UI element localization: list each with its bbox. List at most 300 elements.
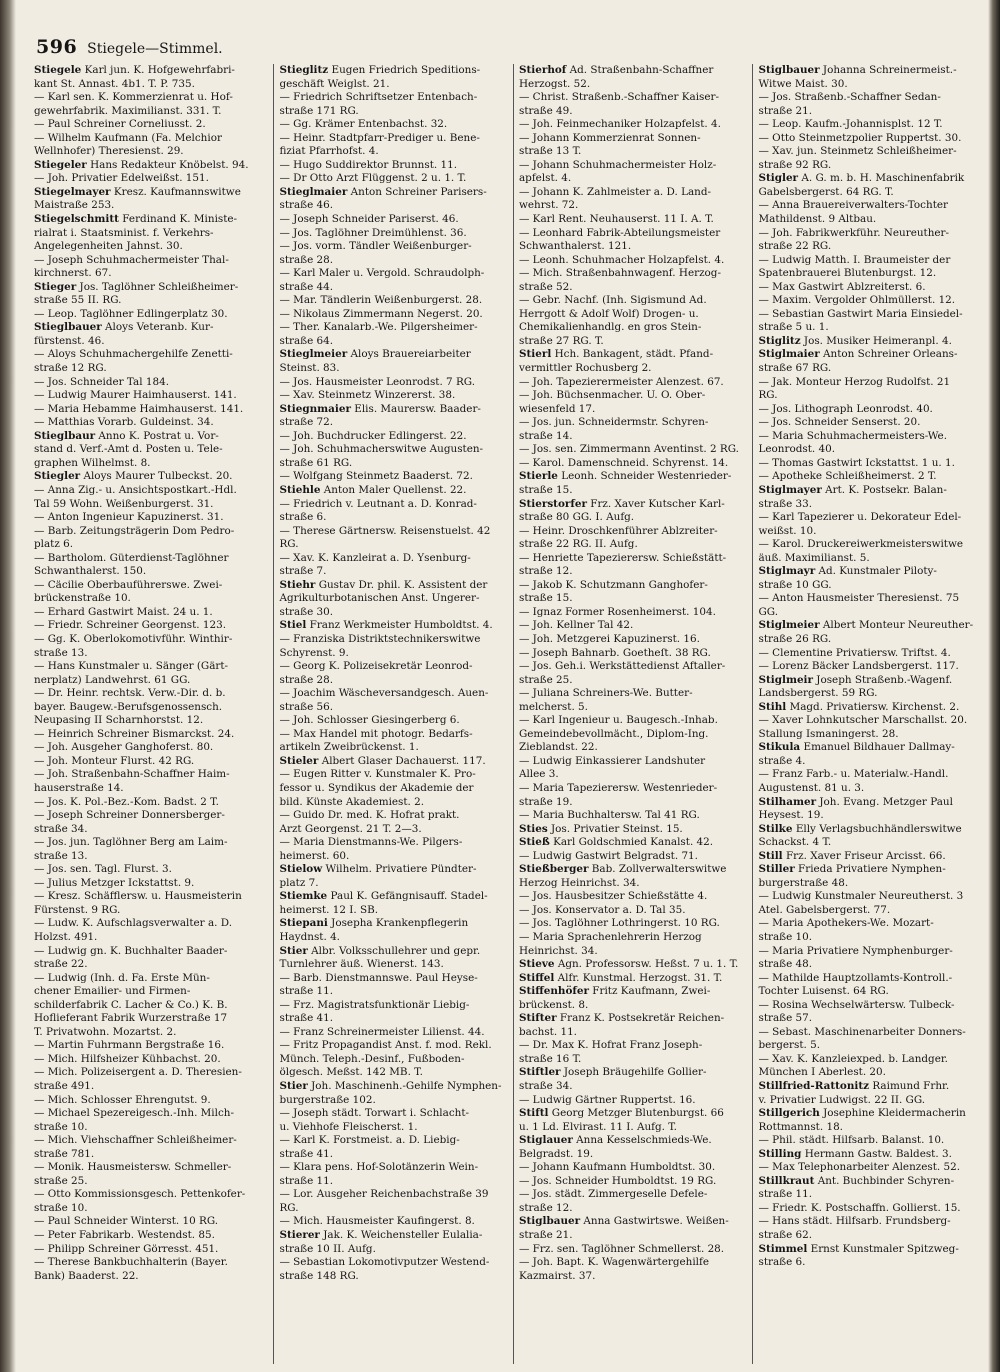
- entry-surname: Stierl: [518, 348, 552, 361]
- directory-line: [519, 1039, 750, 1053]
- directory-line: [758, 308, 989, 322]
- entry-text: Tal 59 Wohn. Weißenburgerst. 31.: [34, 497, 214, 510]
- directory-line: [758, 1148, 989, 1162]
- directory-line: [279, 321, 510, 335]
- entry-surname: Stillkraut: [758, 1174, 815, 1187]
- directory-line: [279, 254, 510, 268]
- directory-line: [34, 403, 270, 417]
- directory-line: [34, 254, 270, 268]
- directory-line: [34, 267, 270, 281]
- entry-text: straße 55 II. RG.: [34, 294, 122, 307]
- entry-text: Stallung Ismaningerst. 28.: [758, 727, 899, 740]
- entry-surname: Stierhof: [518, 64, 567, 76]
- entry-text: Bank) Baaderst. 22.: [34, 1269, 139, 1282]
- directory-line: [519, 362, 750, 376]
- entry-text: — Johann Kaufmann Humboldtst. 30.: [518, 1161, 716, 1174]
- entry-text: fessor u. Syndikus der Akademie der: [279, 781, 474, 794]
- entry-text: — Rosina Wechselwärtersw. Tulbeck-: [758, 998, 955, 1011]
- entry-text: — Joachim Wäscheversandgesch. Auen-: [279, 687, 489, 700]
- directory-line: [34, 1161, 270, 1175]
- entry-text: Bab. Zollverwalterswitwe: [591, 863, 727, 876]
- directory-line: [279, 1256, 510, 1270]
- directory-line: [279, 430, 510, 444]
- entry-text: straße 171 RG.: [279, 104, 359, 117]
- directory-line: [519, 294, 750, 308]
- entry-text: — Franz Farb.- u. Materialw.-Handl.: [758, 768, 949, 781]
- directory-line: [34, 565, 270, 579]
- directory-line: [279, 538, 510, 552]
- entry-text: — Joh. Schlosser Giesingerberg 6.: [279, 714, 460, 727]
- entry-text: — Joh. Feinmechaniker Holzapfelst. 4.: [518, 118, 721, 131]
- entry-text: — Michael Spezereigesch.-Inh. Milch-: [34, 1107, 234, 1120]
- directory-line: [279, 714, 510, 728]
- directory-line: [758, 687, 989, 701]
- entry-text: — Hans Kunstmaler u. Sänger (Gärt-: [34, 660, 229, 673]
- directory-line: [279, 917, 510, 931]
- directory-line: [519, 972, 750, 986]
- entry-surname: Stieglbauer: [34, 321, 102, 334]
- directory-line: [519, 525, 750, 539]
- entry-text: — Heinrich Schreiner Bismarckst. 24.: [34, 727, 235, 740]
- directory-line: [519, 674, 750, 688]
- directory-line: [34, 728, 270, 742]
- directory-line: [34, 687, 270, 701]
- entry-text: Josepha Krankenpflegerin: [331, 917, 469, 930]
- entry-text: Schwanthalerst. 150.: [34, 565, 147, 578]
- directory-line: [758, 213, 989, 227]
- entry-text: — Hugo Suddirektor Brunnst. 11.: [279, 158, 458, 171]
- entry-text: — Ignaz Former Rosenheimerst. 104.: [518, 605, 716, 618]
- entry-text: Ad. Kunstmaler Piloty-: [818, 565, 937, 578]
- entry-text: — Jos. sen. Tagl. Flurst. 3.: [34, 863, 172, 876]
- directory-line: [34, 972, 270, 986]
- directory-line: [279, 348, 510, 362]
- entry-text: — Joh. Schuhmacherswitwe Augusten-: [279, 443, 484, 456]
- directory-line: [758, 254, 989, 268]
- directory-line: [279, 1039, 510, 1053]
- directory-line: [34, 552, 270, 566]
- directory-line: [519, 836, 750, 850]
- entry-text: Anno K. Postrat u. Vor-: [98, 429, 219, 442]
- directory-line: [279, 105, 510, 119]
- entry-text: Aloys Maurer Tulbeckst. 20.: [83, 470, 233, 483]
- entry-surname: Stiffenhöfer: [518, 985, 589, 998]
- directory-line: [279, 267, 510, 281]
- entry-text: — Jakob K. Schutzmann Ganghofer-: [518, 578, 708, 591]
- entry-text: straße 30.: [279, 605, 334, 618]
- directory-line: [758, 132, 989, 146]
- directory-line: [519, 647, 750, 661]
- directory-line: [279, 890, 510, 904]
- entry-text: Landsbergerst. 59 RG.: [758, 687, 878, 700]
- entry-surname: Stigler: [758, 172, 799, 185]
- directory-line: [758, 606, 989, 620]
- entry-text: Agrikulturbotanischen Anst. Ungerer-: [279, 592, 480, 605]
- directory-line: [34, 78, 270, 92]
- directory-line: [279, 227, 510, 241]
- entry-text: Ferdinand K. Ministe-: [122, 213, 238, 226]
- directory-line: [279, 525, 510, 539]
- entry-surname: Stießberger: [518, 863, 589, 876]
- entry-text: Frieda Privatiere Nymphen-: [798, 863, 946, 876]
- entry-text: Belgradst. 19.: [518, 1147, 594, 1160]
- entry-text: straße 80 GG. I. Aufg.: [518, 511, 635, 524]
- directory-line: [519, 552, 750, 566]
- directory-line: [279, 511, 510, 525]
- directory-line: [279, 755, 510, 769]
- entry-surname: Stierle: [518, 470, 558, 483]
- directory-line: [34, 443, 270, 457]
- entry-surname: Stiegeler: [34, 158, 87, 171]
- entry-text: straße 10 II. Aufg.: [279, 1242, 376, 1255]
- entry-text: — Aloys Schuhmachergehilfe Zenetti-: [34, 348, 233, 361]
- directory-line: [758, 227, 989, 241]
- entry-text: — Ludwig Maurer Haimhauserst. 141.: [34, 389, 237, 402]
- directory-line: [279, 416, 510, 430]
- directory-line: [519, 538, 750, 552]
- entry-text: — Mich. Viehschaffner Schleißheimer-: [34, 1134, 237, 1147]
- entry-text: — Xaver Lohnkutscher Marschallst. 20.: [758, 714, 968, 727]
- entry-text: Heinrichst. 34.: [518, 944, 598, 957]
- entry-text: — Anton Ingenieur Kapuzinerst. 31.: [34, 511, 224, 524]
- directory-line: [34, 877, 270, 891]
- directory-line: [758, 525, 989, 539]
- entry-text: — Barb. Zeitungsträgerin Dom Pedro-: [34, 524, 235, 537]
- directory-line: [34, 118, 270, 132]
- entry-surname: Stieger: [34, 280, 77, 293]
- entry-text: straße 49.: [518, 104, 573, 117]
- directory-line: [279, 985, 510, 999]
- entry-text: straße 13 T.: [518, 145, 582, 158]
- entry-text: straße 10.: [758, 931, 813, 943]
- directory-line: [34, 172, 270, 186]
- directory-line: [34, 633, 270, 647]
- directory-line: [279, 308, 510, 322]
- directory-line: [758, 240, 989, 254]
- entry-surname: Stiglmayr: [758, 565, 816, 578]
- entry-text: Tochter Luisenst. 64 RG.: [758, 985, 889, 998]
- directory-line: [34, 823, 270, 837]
- directory-line: [758, 281, 989, 295]
- directory-line: [519, 619, 750, 633]
- directory-line: [519, 484, 750, 498]
- entry-text: fiziat Pfarrhofst. 4.: [279, 145, 379, 158]
- entry-text: — Joseph Schneider Pariserst. 46.: [279, 213, 459, 226]
- directory-line: [279, 389, 510, 403]
- entry-text: straße 62.: [758, 1229, 813, 1242]
- entry-surname: Stieglitz: [279, 64, 329, 76]
- entry-text: Holzst. 491.: [34, 931, 98, 943]
- directory-line: [519, 592, 750, 606]
- directory-line: [519, 877, 750, 891]
- directory-line: [279, 741, 510, 755]
- directory-line: [758, 633, 989, 647]
- entry-text: — Joh. Büchsenmacher. U. O. Ober-: [518, 389, 706, 402]
- entry-text: Gemeindebevollmächt., Diplom-Ing.: [518, 727, 709, 740]
- directory-line: [34, 470, 270, 484]
- directory-line: [279, 863, 510, 877]
- entry-text: — Joh. Buchdrucker Edlingerst. 22.: [279, 429, 467, 442]
- entry-text: straße 10 GG.: [758, 578, 832, 591]
- directory-line: [34, 985, 270, 999]
- entry-surname: Stiepani: [279, 917, 328, 930]
- entry-text: — Erhard Gastwirt Maist. 24 u. 1.: [34, 605, 213, 618]
- entry-text: hauserstraße 14.: [34, 781, 124, 794]
- entry-text: — Therese Bankbuchhalterin (Bayer.: [34, 1256, 228, 1269]
- directory-line: [758, 728, 989, 742]
- entry-text: — Mich. Hilfsheizer Kühbachst. 20.: [34, 1052, 221, 1065]
- entry-text: Gustav Dr. phil. K. Assistent der: [318, 578, 488, 591]
- entry-text: Hermann Gastw. Baldest. 3.: [804, 1147, 952, 1160]
- directory-line: [758, 186, 989, 200]
- directory-line: [519, 931, 750, 945]
- entry-text: — Otto Steinmetzpolier Ruppertst. 30.: [758, 131, 962, 144]
- directory-line: [279, 660, 510, 674]
- directory-line: [34, 321, 270, 335]
- directory-line: [279, 904, 510, 918]
- entry-text: Elis. Maurersw. Baader-: [354, 402, 481, 415]
- entry-text: Joseph Straßenb.-Wagenf.: [816, 673, 953, 686]
- entry-text: äuß. Maximilianst. 5.: [758, 551, 870, 564]
- entry-text: — Maria Sprachenlehrerin Herzog: [518, 931, 702, 943]
- directory-line: [758, 850, 989, 864]
- directory-line: [758, 1080, 989, 1094]
- directory-line: [279, 958, 510, 972]
- directory-line: [519, 416, 750, 430]
- entry-text: Georg Metzger Blutenburgst. 66: [551, 1107, 724, 1120]
- directory-line: [34, 335, 270, 349]
- directory-line: [34, 809, 270, 823]
- entry-text: — Karl Ingenieur u. Baugesch.-Inhab.: [518, 714, 718, 727]
- entry-surname: Stiemke: [279, 890, 328, 903]
- directory-line: [758, 985, 989, 999]
- directory-line: [758, 741, 989, 755]
- directory-line: [758, 552, 989, 566]
- directory-line: [34, 145, 270, 159]
- entry-surname: Stiglmayer: [758, 483, 822, 496]
- directory-line: [34, 1094, 270, 1108]
- directory-line: [758, 389, 989, 403]
- entry-text: — Friedr. K. Postschaffn. Gollierst. 15.: [758, 1201, 961, 1214]
- directory-line: [279, 213, 510, 227]
- directory-line: [519, 796, 750, 810]
- directory-line: [758, 755, 989, 769]
- entry-surname: Stieglmaier: [279, 185, 348, 198]
- entry-text: — Maria Dienstmanns-We. Pilgers-: [279, 836, 463, 849]
- entry-text: — Leonh. Schuhmacher Holzapfelst. 4.: [518, 253, 725, 266]
- directory-line: [279, 484, 510, 498]
- entry-text: — Friedrich v. Leutnant a. D. Konrad-: [279, 497, 477, 510]
- entry-text: — Heinr. Droschkenführer Ablzreiter-: [518, 524, 718, 537]
- directory-line: [34, 64, 270, 78]
- directory-line: [34, 199, 270, 213]
- entry-text: straße 46.: [279, 199, 334, 212]
- directory-line: [279, 470, 510, 484]
- entry-text: — Max Gastwirt Ablzreiterst. 6.: [758, 280, 926, 293]
- directory-line: [34, 945, 270, 959]
- entry-text: — Joh. Ausgeher Ganghoferst. 80.: [34, 741, 214, 754]
- directory-line: [758, 796, 989, 810]
- entry-surname: Stiehle: [279, 483, 321, 496]
- entry-text: — Jos. Straßenb.-Schaffner Sedan-: [758, 91, 941, 104]
- directory-line: [279, 457, 510, 471]
- directory-line: [519, 782, 750, 796]
- directory-line: [34, 159, 270, 173]
- entry-text: — Xav. Steinmetz Winzererst. 38.: [279, 389, 456, 402]
- directory-line: [34, 240, 270, 254]
- directory-line: [758, 958, 989, 972]
- directory-line: [758, 1215, 989, 1229]
- entry-surname: Stiftl: [518, 1107, 549, 1120]
- directory-line: [758, 362, 989, 376]
- entry-surname: Stihl: [758, 700, 787, 713]
- entry-surname: Stiegelmayer: [34, 185, 111, 198]
- entry-text: Haydnst. 4.: [279, 931, 340, 943]
- entry-surname: Sties: [518, 822, 548, 835]
- entry-text: — Christ. Straßenb.-Schaffner Kaiser-: [518, 91, 719, 104]
- directory-line: [758, 91, 989, 105]
- entry-text: — Lorenz Bäcker Landsbergerst. 117.: [758, 660, 959, 673]
- entry-text: — Jos. K. Pol.-Bez.-Kom. Badst. 2 T.: [34, 795, 219, 808]
- entry-text: straße 6.: [758, 1256, 806, 1269]
- directory-line: [34, 362, 270, 376]
- directory-line: [34, 958, 270, 972]
- entry-text: u. Viehhofe Fleischerst. 1.: [279, 1120, 418, 1133]
- directory-line: [279, 836, 510, 850]
- entry-text: geschäft Weiglst. 21.: [279, 77, 390, 90]
- entry-text: — Ludwig Gastwirt Belgradst. 71.: [518, 849, 698, 862]
- directory-line: [34, 701, 270, 715]
- entry-surname: Stiegele: [34, 64, 82, 76]
- entry-text: — Joh. Monteur Flurst. 42 RG.: [34, 754, 195, 767]
- entry-text: rialrat i. Staatsminist. f. Verkehrs-: [34, 226, 214, 239]
- entry-text: — Leop. Kaufm.-Johannisplst. 12 T.: [758, 118, 943, 131]
- directory-line: [758, 1229, 989, 1243]
- directory-line: [279, 498, 510, 512]
- directory-line: [519, 714, 750, 728]
- directory-line: [34, 1039, 270, 1053]
- directory-line: [279, 552, 510, 566]
- entry-text: — Karl Maler u. Vergold. Schraudolph-: [279, 267, 485, 280]
- page-header: [36, 36, 223, 62]
- entry-surname: Stiglmeier: [758, 619, 820, 632]
- directory-line: [279, 362, 510, 376]
- entry-text: straße 15.: [518, 592, 573, 605]
- entry-text: straße 10.: [34, 1120, 88, 1133]
- directory-line: [34, 1175, 270, 1189]
- entry-text: Emanuel Bildhauer Dallmay-: [803, 741, 955, 754]
- entry-text: Franz Werkmeister Humboldtst. 4.: [309, 619, 493, 632]
- directory-line: [279, 728, 510, 742]
- entry-text: — Joh. Bapt. K. Wagenwärtergehilfe: [518, 1256, 709, 1269]
- entry-text: Anna Gastwirtswe. Weißen-: [583, 1215, 729, 1228]
- directory-line: [519, 945, 750, 959]
- directory-line: [758, 904, 989, 918]
- directory-line: [758, 1026, 989, 1040]
- entry-text: Schyrenst. 9.: [279, 646, 349, 659]
- entry-text: — Jos. Taglöhner Dreimühlenst. 36.: [279, 226, 467, 239]
- entry-text: ölgesch. Meßst. 142 MB. T.: [279, 1066, 423, 1079]
- entry-text: — Paul Schreiner Corneliusst. 2.: [34, 118, 206, 131]
- directory-line: [279, 768, 510, 782]
- directory-line: [279, 91, 510, 105]
- entry-text: Ad. Straßenbahn-Schaffner: [569, 64, 714, 76]
- directory-line: [758, 335, 989, 349]
- entry-text: Jak. K. Weichensteller Eulalia-: [323, 1229, 483, 1242]
- directory-line: [34, 348, 270, 362]
- entry-text: straße 491.: [34, 1080, 95, 1093]
- directory-line: [758, 267, 989, 281]
- entry-text: Josephine Kleidermacherin: [823, 1107, 966, 1120]
- entry-text: fürstenst. 46.: [34, 334, 105, 347]
- entry-text: — Fritz Propagandist Anst. f. mod. Rekl.: [279, 1039, 492, 1052]
- directory-line: [279, 1148, 510, 1162]
- directory-line: [34, 999, 270, 1013]
- directory-line: [758, 64, 989, 78]
- entry-text: Schwanthalerst. 121.: [518, 240, 632, 253]
- entry-text: — Mathilde Hauptzollamts-Kontroll.-: [758, 971, 953, 984]
- directory-line: [279, 199, 510, 213]
- directory-line: [279, 809, 510, 823]
- entry-text: Turnlehrer äuß. Wienerst. 143.: [279, 958, 444, 971]
- entry-text: — Xav. K. Kanzleirat a. D. Ysenburg-: [279, 551, 471, 564]
- directory-line: [758, 1188, 989, 1202]
- directory-line: [758, 1012, 989, 1026]
- entry-text: Anna Kesselschmieds-We.: [576, 1134, 712, 1147]
- directory-line: [279, 796, 510, 810]
- entry-text: — Matthias Vorarb. Guldeinst. 34.: [34, 416, 214, 429]
- directory-line: [519, 227, 750, 241]
- entry-text: — Ther. Kanalarb.-We. Pilgersheimer-: [279, 321, 478, 334]
- entry-text: straße 57.: [758, 1012, 813, 1025]
- entry-text: — Sebastian Lokomotivputzer Westend-: [279, 1256, 490, 1269]
- entry-surname: Stiftler: [518, 1066, 561, 1079]
- entry-text: Albert Monteur Neureuther-: [822, 619, 974, 632]
- entry-text: — Henriette Tapezierersw. Schießstätt-: [518, 551, 727, 564]
- entry-text: — Leonhard Fabrik-Abteilungsmeister: [518, 226, 721, 239]
- directory-line: [758, 1107, 989, 1121]
- entry-surname: Stiffel: [518, 971, 555, 984]
- entry-text: Atel. Gabelsbergerst. 77.: [758, 903, 891, 916]
- directory-line: [758, 1202, 989, 1216]
- entry-text: — Barb. Dienstmannswe. Paul Heyse-: [279, 971, 478, 984]
- entry-text: — Xav. K. Kanzleiexped. b. Landger.: [758, 1052, 948, 1065]
- directory-line: [758, 877, 989, 891]
- entry-text: — Jos. Schneider Tal 184.: [34, 375, 169, 388]
- directory-line: [279, 877, 510, 891]
- entry-text: graphen Wilhelmst. 8.: [34, 456, 151, 469]
- directory-line: [279, 1202, 510, 1216]
- directory-line: [279, 335, 510, 349]
- directory-line: [34, 714, 270, 728]
- directory-line: [519, 498, 750, 512]
- entry-text: Johanna Schreinermeist.-: [822, 64, 957, 76]
- directory-line: [519, 687, 750, 701]
- entry-text: — Joh. Tapezierermeister Alenzest. 67.: [518, 375, 724, 388]
- entry-text: — Max Handel mit photogr. Bedarfs-: [279, 727, 473, 740]
- entry-text: — Juliana Schreiners-We. Butter-: [518, 687, 693, 700]
- entry-text: — Joh. Metzgerei Kapuzinerst. 16.: [518, 632, 700, 645]
- directory-line: [34, 1026, 270, 1040]
- entry-text: gewehrfabrik. Maximilianst. 331. T.: [34, 104, 222, 117]
- entry-text: straße 41.: [279, 1012, 334, 1025]
- directory-line: [758, 538, 989, 552]
- entry-text: — Jos. Taglöhner Lothringerst. 10 RG.: [518, 917, 720, 930]
- directory-line: [519, 1107, 750, 1121]
- directory-line: [519, 443, 750, 457]
- directory-line: [519, 78, 750, 92]
- entry-text: straße 19.: [518, 795, 573, 808]
